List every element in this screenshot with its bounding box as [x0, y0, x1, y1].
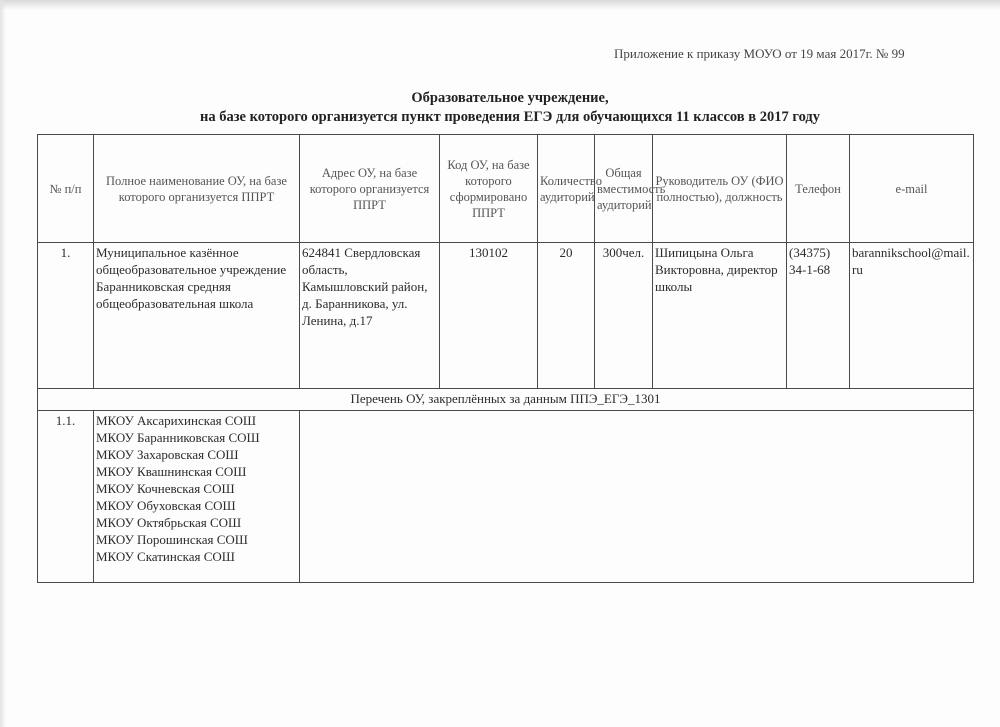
empty-cell [300, 411, 974, 583]
header-head: Руководитель ОУ (ФИО полностью), должность [653, 135, 787, 243]
header-rooms: Количество аудиторий [538, 135, 595, 243]
cell-num: 1. [38, 243, 94, 389]
header-num: № п/п [38, 135, 94, 243]
subheader: Перечень ОУ, закреплённых за данным ППЭ_ЕГЭ_1301 [38, 389, 974, 411]
header-phone: Телефон [787, 135, 850, 243]
ppe-table [37, 134, 974, 583]
cell-code: 130102 [440, 243, 538, 389]
scan-shadow-top [0, 0, 1000, 10]
list-item: МКОУ Кочневская СОШ [96, 481, 235, 496]
header-code: Код ОУ, на базе которого сформировано ППРТ [440, 135, 538, 243]
cell-address: 624841 Свердловская область, Камышловский район, д. Баранникова, ул. Ленина, д.17 [300, 243, 440, 389]
cell-email: barannikschool@mail.ru [850, 243, 974, 389]
cell-sub-num: 1.1. [38, 411, 94, 583]
list-item: МКОУ Порошинская СОШ [96, 532, 248, 547]
cell-capacity: 300чел. [595, 243, 653, 389]
list-item: МКОУ Октябрьская СОШ [96, 515, 242, 530]
schools-row [38, 411, 974, 583]
cell-name: Муниципальное казённое общеобразовательное учреждение Баранниковская средняя общеобразовательная школа [94, 243, 300, 389]
header-capacity: Общая вместимость аудиторий [595, 135, 653, 243]
header-row [38, 135, 974, 243]
list-item: МКОУ Захаровская СОШ [96, 447, 239, 462]
list-item: МКОУ Обуховская СОШ [96, 498, 236, 513]
list-item: МКОУ Скатинская СОШ [96, 549, 235, 564]
subheader-row [38, 389, 974, 411]
appendix-note: Приложение к приказу МОУО от 19 мая 2017г. № 99 [614, 46, 905, 61]
header-name: Полное наименование ОУ, на базе которого организуется ППРТ [94, 135, 300, 243]
schools-list [94, 411, 300, 583]
cell-head: Шипицына Ольга Викторовна, директор школы [653, 243, 787, 389]
document-title-line2: на базе которого организуется пункт проведения ЕГЭ для обучающихся 11 классов в 2017 году [200, 109, 820, 125]
list-item: МКОУ Баранниковская СОШ [96, 430, 260, 445]
cell-phone: (34375) 34-1-68 [787, 243, 850, 389]
header-address: Адрес ОУ, на базе которого организуется ППРТ [300, 135, 440, 243]
list-item: МКОУ Аксарихинская СОШ [96, 413, 257, 428]
document-title-line1: Образовательное учреждение, [411, 90, 609, 106]
list-item: МКОУ Квашнинская СОШ [96, 464, 247, 479]
table-row [38, 243, 974, 389]
scan-shadow-left [0, 0, 6, 727]
header-email: e-mail [850, 135, 974, 243]
cell-rooms: 20 [538, 243, 595, 389]
